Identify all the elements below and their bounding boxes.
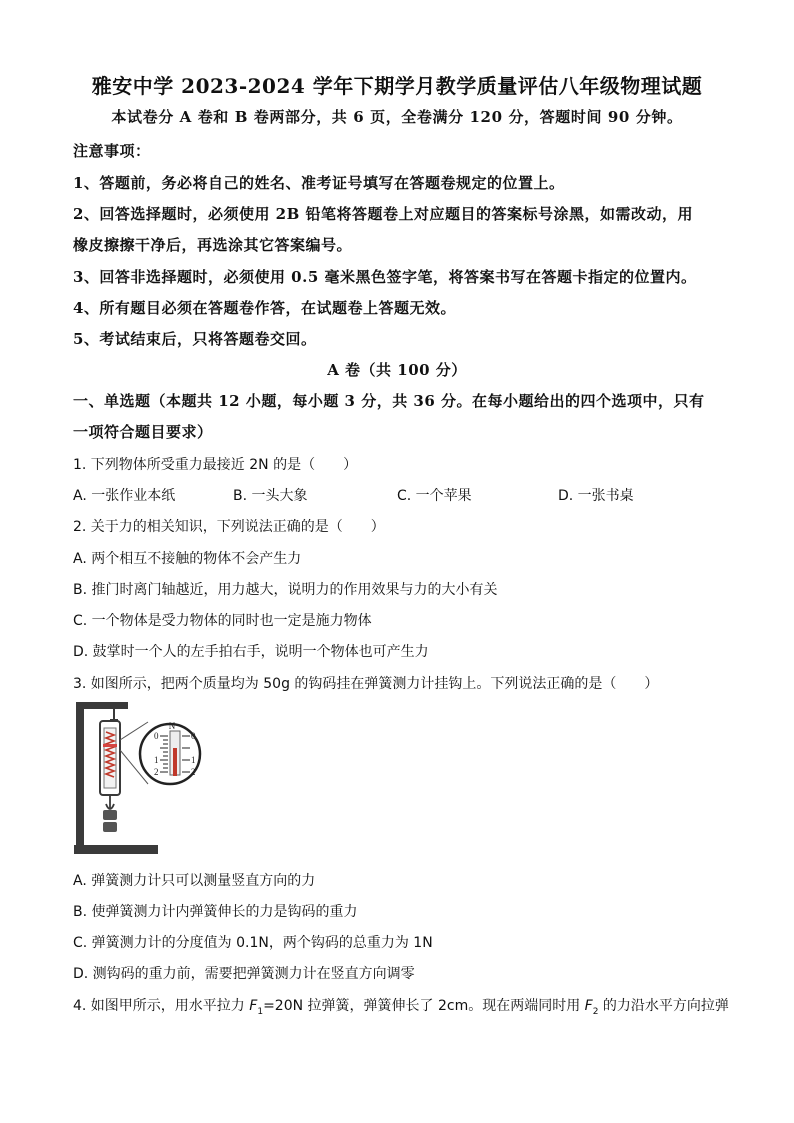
q3-option-b: B. 使弹簧测力计内弹簧伸长的力是钩码的重力: [73, 904, 358, 920]
q4-text-1: 4. 如图甲所示，用水平拉力: [73, 998, 250, 1014]
stand-base: [74, 845, 158, 854]
q1-option-b: B. 一头大象: [233, 488, 308, 504]
spring-scale-figure: [70, 698, 202, 860]
part1-heading: 一、单选题（本题共 12 小题，每小题 3 分，共 36 分。在每小题给出的四个选项中，只有: [73, 392, 705, 410]
q2-option-d: D. 鼓掌时一个人的左手拍右手，说明一个物体也可产生力: [73, 644, 429, 660]
scale-label-0-right: 0: [191, 731, 196, 741]
stand-pole: [76, 702, 84, 848]
q3-option-c: C. 弹簧测力计的分度值为 0.1N，两个钩码的总重力为 1N: [73, 935, 433, 951]
scale-label-2-right: 2: [191, 767, 196, 777]
q4-var-f2-sub: 2: [592, 1006, 599, 1017]
scale-label-0-left: 0: [154, 731, 159, 741]
scale-label-1-right: 1: [191, 755, 196, 765]
q2-stem: 2. 关于力的相关知识，下列说法正确的是（ ）: [73, 519, 385, 535]
q1-stem: 1. 下列物体所受重力最接近 2N 的是（ ）: [73, 457, 358, 473]
q4-text-3: 的力沿水平方向拉弹: [598, 998, 729, 1014]
q1-option-d: D. 一张书桌: [558, 488, 634, 504]
notice-4: 4、所有题目必须在答题卷作答，在试题卷上答题无效。: [73, 299, 456, 317]
notice-5: 5、考试结束后，只将答题卷交回。: [73, 330, 317, 348]
q4-stem: [73, 995, 729, 1017]
q1-option-a: A. 一张作业本纸: [73, 488, 176, 504]
scale-pointer: [103, 744, 117, 747]
page-title: 雅安中学 2023-2024 学年下期学月教学质量评估八年级物理试题: [91, 74, 703, 98]
q3-stem: 3. 如图所示，把两个质量均为 50g 的钩码挂在弹簧测力计挂钩上。下列说法正确的是（ ）: [73, 676, 659, 692]
section-a-heading: A 卷（共 100 分）: [327, 361, 467, 379]
notice-2-cont: 橡皮擦擦干净后，再选涂其它答案编号。: [73, 236, 353, 254]
q4-var-f1-sub: 1: [257, 1006, 264, 1017]
q4-var-f2: F: [584, 998, 593, 1014]
scale-label-2-left: 2: [154, 767, 159, 777]
notice-1: 1、答题前，务必将自己的姓名、准考证号填写在答题卷规定的位置上。: [73, 174, 565, 192]
hook-weight-2: [103, 822, 117, 832]
q2-option-c: C. 一个物体是受力物体的同时也一定是施力物体: [73, 613, 372, 629]
q3-option-a: A. 弹簧测力计只可以测量竖直方向的力: [73, 873, 316, 889]
q4-var-f1: F: [249, 998, 258, 1014]
stand-arm: [76, 702, 128, 709]
q4-text-2: =20N 拉弹簧，弹簧伸长了 2cm。现在两端同时用: [263, 998, 585, 1014]
q2-option-b: B. 推门时离门轴越近，用力越大，说明力的作用效果与力的大小有关: [73, 582, 498, 598]
notice-heading: 注意事项：: [73, 142, 151, 160]
hook-weight-1: [103, 810, 117, 820]
q3-option-d: D. 测钩码的重力前，需要把弹簧测力计在竖直方向调零: [73, 966, 415, 982]
q1-option-c: C. 一个苹果: [397, 488, 472, 504]
notice-3: 3、回答非选择题时，必须使用 0.5 毫米黑色签字笔，将答案书写在答题卡指定的位置内。: [73, 268, 697, 286]
part1-heading-cont: 一项符合题目要求）: [73, 423, 213, 441]
scale-label-1-left: 1: [154, 755, 159, 765]
q2-option-a: A. 两个相互不接触的物体不会产生力: [73, 551, 302, 567]
notice-2: 2、回答选择题时，必须使用 2B 铅笔将答题卷上对应题目的答案标号涂黑，如需改动，用: [73, 205, 694, 223]
exam-intro: 本试卷分 A 卷和 B 卷两部分，共 6 页，全卷满分 120 分，答题时间 90 分钟。: [111, 108, 683, 126]
scale-unit-label: N: [168, 721, 176, 731]
